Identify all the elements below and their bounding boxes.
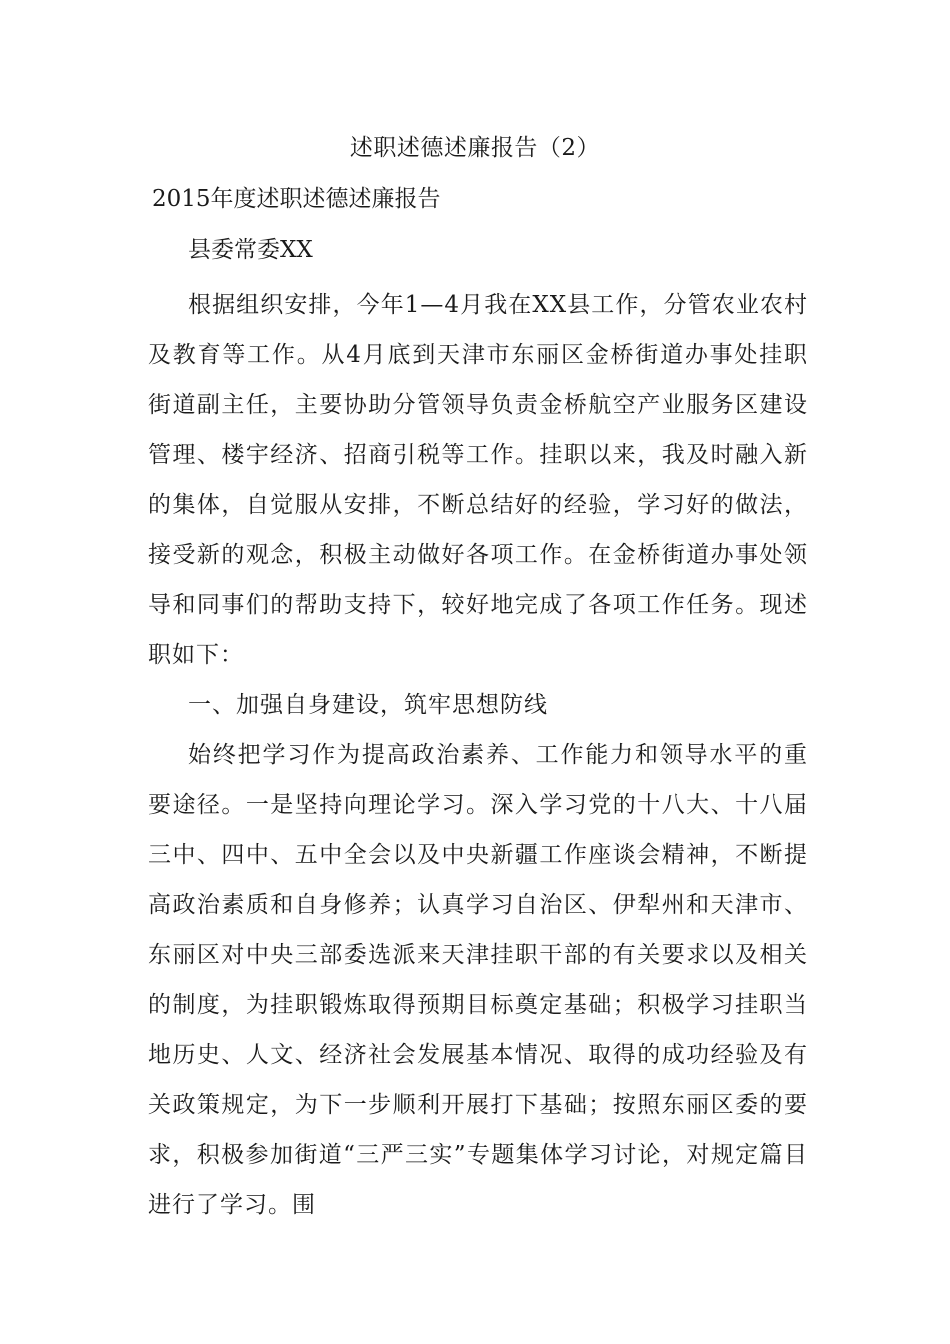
body-paragraph: 始终把学习作为提高政治素养、工作能力和领导水平的重要途径。一是坚持向理论学习。深入学习党的十八大、十八届三中、四中、五中全会以及中央新疆工作座谈会精神，不断提高政治素质和自身修养；认真学习自治区、伊犁州和天津市、东丽区对中央三部委选派来天津挂职干部的有关要求以及相关的制度，为挂职锻炼取得预期目标奠定基础；积极学习挂职当地历史、人文、经济社会发展基本情况、取得的成功经验及有关政策规定，为下一步顺利开展打下基础；按照东丽区委的要求，积极参加街道“三严三实”专题集体学习讨论，对规定篇目进行了学习。围 — [148, 742, 808, 1218]
body-paragraph: 根据组织安排，今年1—4月我在XX县工作，分管农业农村及教育等工作。从4月底到天津市东丽区金桥街道办事处挂职街道副主任，主要协助分管领导负责金桥航空产业服务区建设管理、楼宇经济、招商引税等工作。挂职以来，我及时融入新的集体，自觉服从安排，不断总结好的经验，学习好的做法，接受新的观念，积极主动做好各项工作。在金桥街道办事处领导和同事们的帮助支持下，较好地完成了各项工作任务。现述职如下： — [148, 292, 808, 668]
document-subtitle: 2015年度述职述德述廉报告 — [152, 186, 441, 212]
document-author: 县委常委XX — [188, 237, 313, 263]
document-title: 述职述德述廉报告（2） — [349, 135, 601, 161]
section-heading: 一、加强自身建设，筑牢思想防线 — [188, 692, 548, 718]
document-body — [148, 280, 808, 1230]
